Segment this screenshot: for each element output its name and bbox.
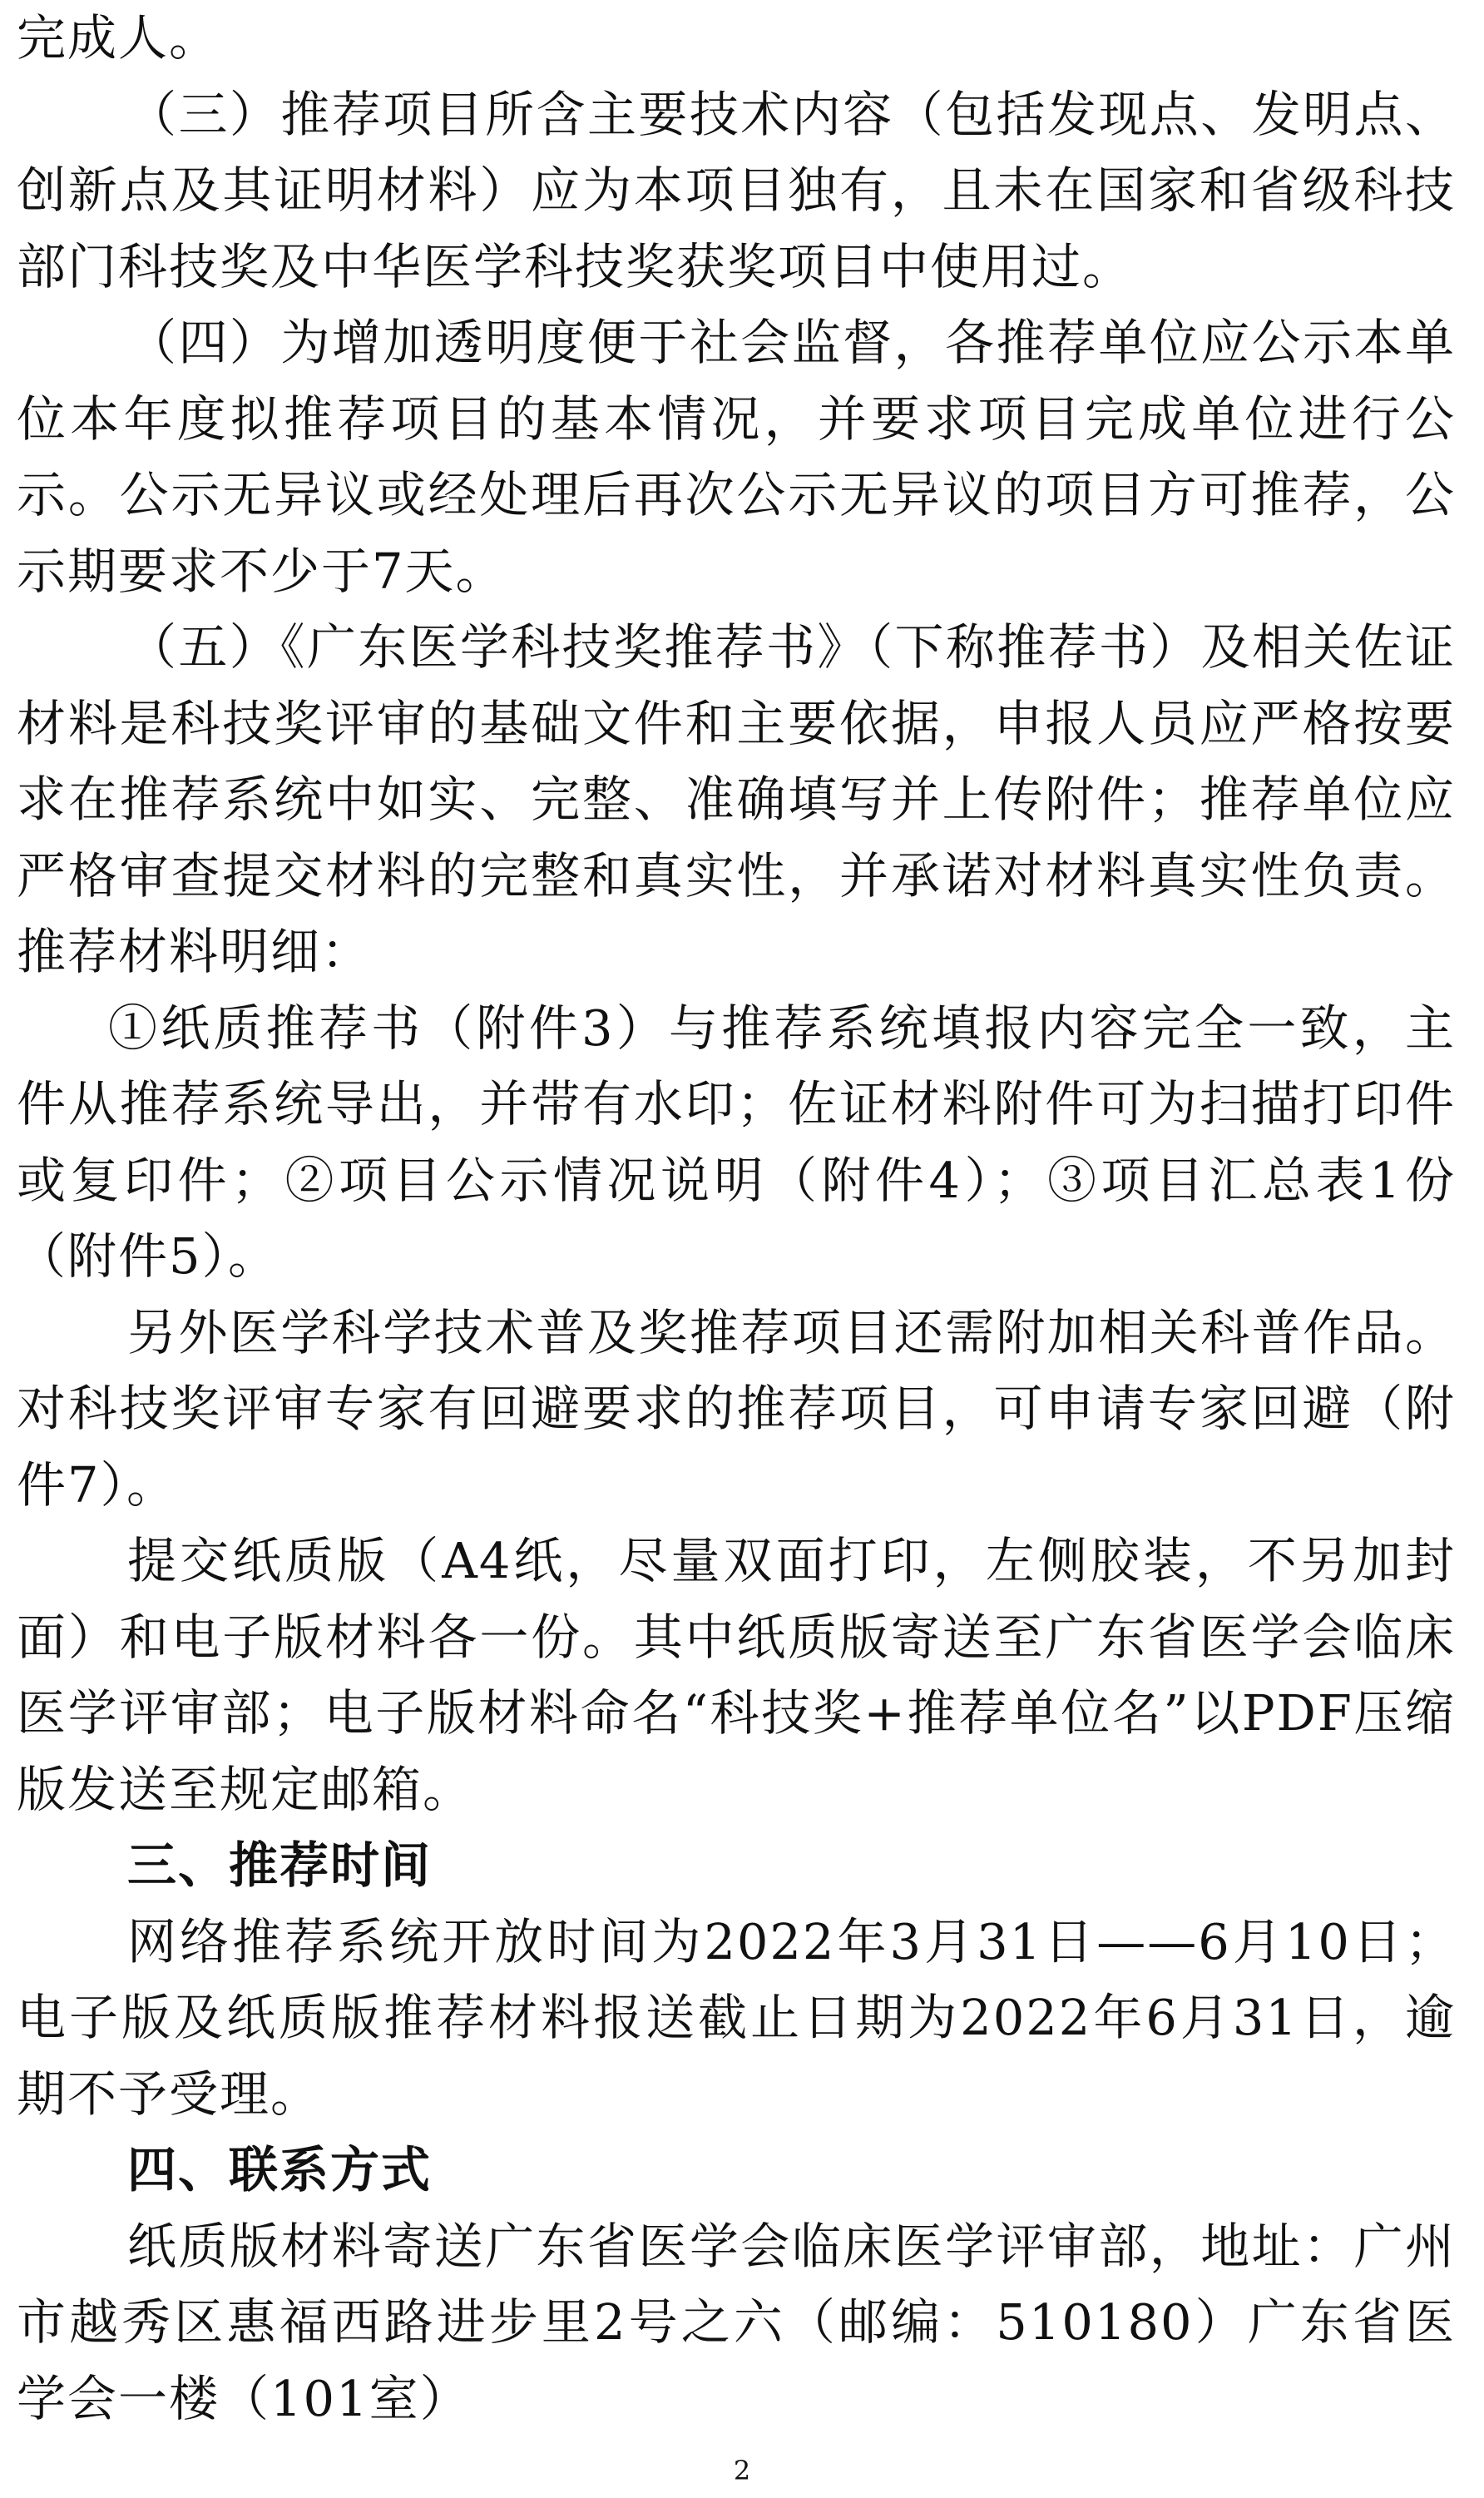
- section-heading-contact: 四、联系方式: [127, 2141, 433, 2198]
- paragraph-item-3: （三）推荐项目所含主要技术内容（包括发现点、发明点、创新点及其证明材料）应为本项目独有，且未在国家和省级科技部门科技奖及中华医学科技奖获奖项目中使用过。: [17, 85, 1456, 295]
- paragraph-contact: 纸质版材料寄送广东省医学会临床医学评审部，地址：广州市越秀区惠福西路进步里2号之六（邮编：510180）广东省医学会一楼（101室）: [17, 2217, 1456, 2427]
- section-heading-recommend-time: 三、推荐时间: [127, 1836, 433, 1894]
- paragraph-science-popularization: 另外医学科学技术普及奖推荐项目还需附加相关科普作品。对科技奖评审专家有回避要求的推荐项目，可申请专家回避（附件7）。: [17, 1303, 1456, 1514]
- document-page: [17, 0, 1456, 2436]
- paragraph-submission: 提交纸质版（A4纸，尽量双面打印，左侧胶装，不另加封面）和电子版材料各一份。其中纸质版寄送至广东省医学会临床医学评审部；电子版材料命名“科技奖+推荐单位名”以PDF压缩版发送至规定邮箱。: [17, 1532, 1456, 1818]
- page-number: 2: [733, 2455, 751, 2486]
- paragraph-item-4: （四）为增加透明度便于社会监督，各推荐单位应公示本单位本年度拟推荐项目的基本情况，并要求项目完成单位进行公示。公示无异议或经处理后再次公示无异议的项目方可推荐，公示期要求不少于7天。: [17, 314, 1456, 600]
- paragraph-continuation: 完成人。: [17, 9, 220, 67]
- paragraph-recommend-time: 网络推荐系统开放时间为2022年3月31日——6月10日；电子版及纸质版推荐材料报送截止日期为2022年6月31日，逾期不予受理。: [17, 1912, 1456, 2123]
- paragraph-item-5: （五）《广东医学科技奖推荐书》（下称推荐书）及相关佐证材料是科技奖评审的基础文件和主要依据，申报人员应严格按要求在推荐系统中如实、完整、准确填写并上传附件；推荐单位应严格审查提交材料的完整和真实性，并承诺对材料真实性负责。推荐材料明细：: [17, 618, 1456, 980]
- paragraph-materials-list: ①纸质推荐书（附件3）与推荐系统填报内容完全一致，主件从推荐系统导出，并带有水印；佐证材料附件可为扫描打印件或复印件；②项目公示情况说明（附件4）；③项目汇总表1份（附件5）。: [17, 999, 1456, 1285]
